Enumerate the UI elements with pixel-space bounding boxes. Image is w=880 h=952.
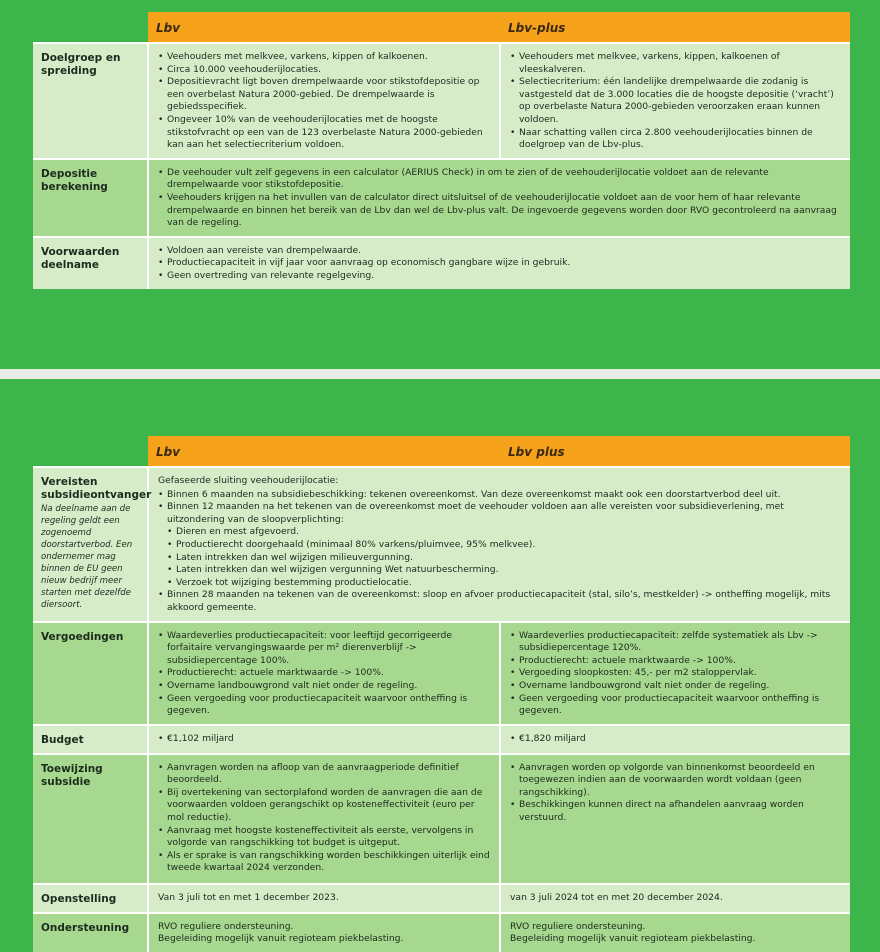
header-lbv-plus: Lbv plus: [500, 436, 850, 467]
list-item: • Aanvragen worden op volgorde van binnenkomst beoordeeld en toegewezen indien aan de voorwaarden wordt voldaan (geen rangschikking).: [510, 762, 842, 800]
cell-openstelling-lbv: Van 3 juli tot en met 1 december 2023.: [148, 884, 500, 913]
bullet-list: [158, 245, 842, 283]
cell-toewijzing-lbv-plus: [500, 754, 850, 884]
list-item: • Circa 10.000 veehouderijlocaties.: [158, 64, 491, 77]
bullet-list: [158, 630, 491, 718]
list-item: • Veehouders met melkvee, varkens, kippen of kalkoenen.: [158, 51, 491, 64]
cell-vereisten: [148, 467, 850, 622]
cell-openstelling-lbv-plus: van 3 juli 2024 tot en met 20 december 2024.: [500, 884, 850, 913]
row-label-openstelling: Openstelling: [33, 884, 148, 913]
cell-vergoedingen-lbv-plus: [500, 622, 850, 725]
sub-list-item: • Laten intrekken dan wel wijzigen vergunning Wet natuurbescherming.: [167, 564, 842, 577]
list-item: • Productiecapaciteit in vijf jaar voor aanvraag op economisch gangbare wijze in gebruik.: [158, 257, 842, 270]
list-item: • Ongeveer 10% van de veehouderijlocaties met de hoogste stikstofvracht op een van de 123 overbelaste Natura 2000-gebieden kan aan het selectiecriterium voldoen.: [158, 114, 491, 152]
page-divider: [0, 369, 880, 379]
list-item: • Depositievracht ligt boven drempelwaarde voor stikstofdepositie op een overbelast Natura 2000-gebied. De drempelwaarde is gebiedsspecifiek.: [158, 76, 491, 114]
bullet-list: [158, 167, 842, 230]
list-item: • Waardeverlies productiecapaciteit: zelfde systematiek als Lbv -> subsidiepercentage 120%.: [510, 630, 842, 655]
bullet-list: [158, 733, 491, 746]
text-line: Begeleiding mogelijk vanuit regioteam piekbelasting.: [158, 933, 404, 945]
comparison-table-2: [33, 436, 850, 952]
text-line: Begeleiding mogelijk vanuit regioteam piekbelasting.: [510, 933, 756, 945]
list-item: • Overname landbouwgrond valt niet onder de regeling.: [510, 680, 842, 693]
list-item: • Aanvragen worden na afloop van de aanvraagperiode definitief beoordeeld.: [158, 762, 491, 787]
header-blank: [33, 12, 148, 43]
row-label-vergoedingen: Vergoedingen: [33, 622, 148, 725]
bullet-list: [158, 489, 842, 615]
text-line: RVO reguliere ondersteuning.: [510, 920, 646, 932]
header-lbv-plus: Lbv-plus: [500, 12, 850, 43]
list-item: • Als er sprake is van rangschikking worden beschikkingen uiterlijk eind tweede kwartaal 2024 verzonden.: [158, 850, 491, 875]
bullet-list: [510, 733, 842, 746]
bullet-list: [158, 762, 491, 875]
row-label-vereisten: [33, 467, 152, 622]
list-item: • Vergoeding sloopkosten: 45,- per m2 staloppervlak.: [510, 667, 842, 680]
header-lbv: Lbv: [148, 436, 500, 467]
vereisten-intro: Gefaseerde sluiting veehouderijlocatie:: [158, 475, 339, 486]
cell-vergoedingen-lbv: [148, 622, 500, 725]
doorstartverbod-note: Na deelname aan de regeling geldt een zogenoemd doorstartverbod. Een ondernemer mag binnen de EU geen nieuw bedrijf meer starten met dezelfde diersoort.: [41, 504, 133, 610]
list-item: • Bij overtekening van sectorplafond worden de aanvragen die aan de voorwaarden voldoen gerangschikt op kosteneffectiviteit (euro per mol reductie).: [158, 787, 491, 825]
list-item: • Productierecht: actuele marktwaarde -> 100%.: [158, 667, 491, 680]
list-item: • Binnen 6 maanden na subsidiebeschikking: tekenen overeenkomst. Van deze overeenkomst maakt ook een doorstartverbod deel uit.: [158, 489, 842, 502]
row-label-text: Vereisten subsidieontvanger: [41, 476, 152, 501]
header-lbv: Lbv: [148, 12, 500, 43]
list-item: • Binnen 28 maanden na tekenen van de overeenkomst: sloop en afvoer productiecapaciteit (stal, silo’s, mestkelder) -> ontheffing mogelijk, mits akkoord gemeente.: [158, 589, 842, 614]
bullet-list: [158, 51, 491, 152]
cell-ondersteuning-lbv-plus: [500, 913, 850, 952]
bullet-list: [510, 51, 842, 152]
cell-doelgroep-lbv-plus: [500, 43, 850, 159]
list-item: • Aanvraag met hoogste kosteneffectiviteit als eerste, vervolgens in volgorde van rangschikking tot budget is uitgeput.: [158, 825, 491, 850]
row-label-depositie: Depositie berekening: [33, 159, 148, 237]
sub-list-item: • Laten intrekken dan wel wijzigen milieuvergunning.: [167, 552, 842, 565]
list-item: • €1,820 miljard: [510, 733, 842, 746]
list-item: • Naar schatting vallen circa 2.800 veehouderijlocaties binnen de doelgroep van de Lbv-plus.: [510, 127, 842, 152]
list-item: • €1,102 miljard: [158, 733, 491, 746]
bullet-list: [510, 762, 842, 825]
list-item: • Productierecht: actuele marktwaarde -> 100%.: [510, 655, 842, 668]
cell-budget-lbv-plus: [500, 725, 850, 754]
list-item: • Geen vergoeding voor productiecapaciteit waarvoor ontheffing is gegeven.: [510, 693, 842, 718]
list-item: [158, 501, 842, 589]
list-item: • Overname landbouwgrond valt niet onder de regeling.: [158, 680, 491, 693]
sub-bullet-list: [167, 526, 842, 589]
list-item: • Geen overtreding van relevante regelgeving.: [158, 270, 842, 283]
cell-voorwaarden: [148, 237, 850, 289]
cell-depositie: [148, 159, 850, 237]
row-label-ondersteuning: Ondersteuning: [33, 913, 148, 952]
header-blank: [33, 436, 148, 467]
cell-toewijzing-lbv: [148, 754, 500, 884]
text-line: RVO reguliere ondersteuning.: [158, 920, 294, 932]
list-item: • De veehouder vult zelf gegevens in een calculator (AERIUS Check) in om te zien of de veehouderijlocatie voldoet aan de relevante drempelwaarde voor stikstofdepositie.: [158, 167, 842, 192]
list-item: • Veehouders met melkvee, varkens, kippen, kalkoenen of vleeskalveren.: [510, 51, 842, 76]
row-label-doelgroep: Doelgroep en spreiding: [33, 43, 148, 159]
list-item: • Voldoen aan vereiste van drempelwaarde.: [158, 245, 842, 258]
list-item: • Beschikkingen kunnen direct na afhandelen aanvraag worden verstuurd.: [510, 799, 842, 824]
list-item: • Geen vergoeding voor productiecapaciteit waarvoor ontheffing is gegeven.: [158, 693, 491, 718]
list-item: • Veehouders krijgen na het invullen van de calculator direct uitsluitsel of de veehouderijlocatie voldoet aan de voor hem of haar relevante drempelwaarde en binnen het bereik van de Lbv dan wel de Lbv-plus valt. De ingevoerde gegevens worden door RVO gecontroleerd na aanvraag van de regeling.: [158, 192, 842, 230]
cell-budget-lbv: [148, 725, 500, 754]
cell-ondersteuning-lbv: [148, 913, 500, 952]
cell-doelgroep-lbv: [148, 43, 500, 159]
row-label-voorwaarden: Voorwaarden deelname: [33, 237, 148, 289]
sub-list-item: • Productierecht doorgehaald (minimaal 80% varkens/pluimvee, 95% melkvee).: [167, 539, 842, 552]
bullet-list: [510, 630, 842, 718]
sub-list-item: • Verzoek tot wijziging bestemming productielocatie.: [167, 577, 842, 590]
list-item: • Selectiecriterium: één landelijke drempelwaarde die zodanig is vastgesteld dat de 3.000 locaties die de hoogste depositie (‘vracht’) op overbelaste Natura 2000-gebieden veroorzaken eraan kunnen voldoen.: [510, 76, 842, 126]
sub-list-item: • Dieren en mest afgevoerd.: [167, 526, 842, 539]
comparison-table-1: [33, 12, 850, 289]
list-item-text: Binnen 12 maanden na het tekenen van de overeenkomst moet de veehouder voldoen aan alle vereisten voor subsidieverlening, met uitzondering van de sloopverplichting:: [167, 501, 784, 525]
row-label-budget: Budget: [33, 725, 148, 754]
row-label-toewijzing: Toewijzing subsidie: [33, 754, 148, 884]
list-item: • Waardeverlies productiecapaciteit: voor leeftijd gecorrigeerde forfaitaire vervangingswaarde per m² dierenverblijf -> subsidiepercentage 100%.: [158, 630, 491, 668]
